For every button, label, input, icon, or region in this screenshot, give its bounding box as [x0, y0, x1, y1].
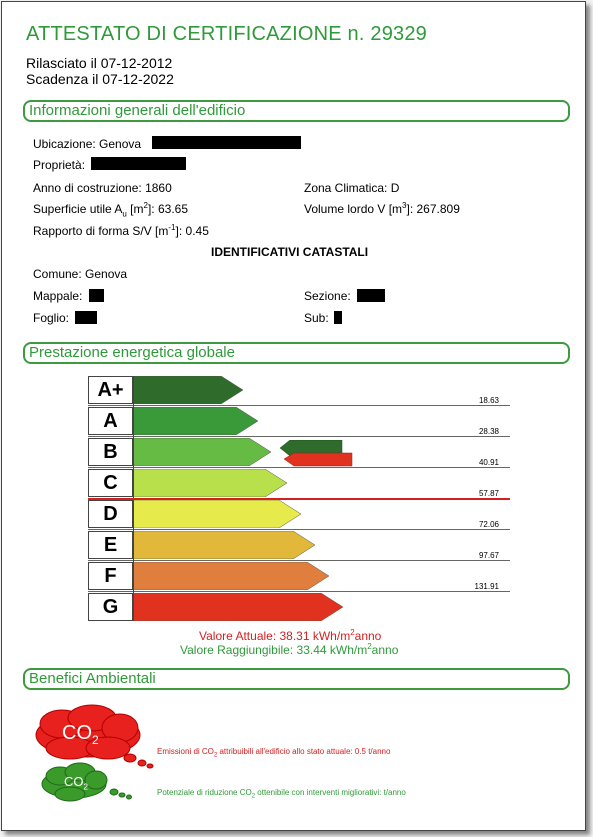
class-bar-a: [133, 407, 260, 435]
general-info-header: [23, 100, 570, 122]
class-label-e: E: [88, 531, 133, 559]
co2-clouds: [30, 702, 160, 812]
class-bar-a-plus: [133, 376, 245, 404]
certificate-title: ATTESTATO DI CERTIFICAZIONE n. 29329: [26, 23, 427, 45]
co2-large-label: $CO_2$: [62, 722, 99, 747]
class-boundary-line: [88, 560, 510, 561]
issue-date: Rilasciato il 07-12-2012: [26, 55, 173, 71]
class-threshold-value: 57.87: [478, 489, 499, 498]
redacted-owner: [91, 157, 186, 170]
class-bar-c: [133, 469, 289, 497]
class-threshold-value: 28.38: [478, 427, 499, 436]
energy-performance-header: [23, 342, 570, 364]
environment-header: [23, 668, 570, 690]
location-label: Ubicazione: Genova: [33, 137, 142, 151]
class-bar-f: [133, 562, 331, 590]
achievable-value: Valore Raggiungibile: 33.44 kWh/$m^2anno$: [180, 642, 399, 657]
class-label-a-plus: A+: [88, 376, 133, 404]
general-info-title: Informazioni generali dell'edificio: [29, 102, 246, 119]
shape-ratio: Rapporto di forma S/V $[m^{-1}]$: 0.45: [33, 223, 209, 238]
class-bar-e: [133, 531, 317, 559]
sheet-label: Foglio:: [33, 311, 70, 325]
class-label-b: B: [88, 438, 133, 466]
class-threshold-value: 131.91: [474, 582, 499, 591]
redacted-sub: [334, 311, 342, 324]
class-bar-d: [133, 500, 303, 528]
class-label-g: G: [88, 593, 133, 621]
sub-label: Sub:: [304, 311, 329, 325]
emissions-text: Emissioni di $CO_2$ attribuibili all'edificio allo stato attuale: 0.5 t/anno: [157, 747, 391, 759]
performance-markers: [280, 440, 356, 468]
section-label: Sezione:: [304, 289, 351, 303]
class-threshold-value: 72.06: [478, 520, 499, 529]
useful-area: Superficie utile $A_u$ $[m^2]$: 63.65: [33, 201, 188, 219]
class-label-a: A: [88, 407, 133, 435]
certificate-page: [1, 1, 586, 831]
redacted-section: [357, 289, 385, 302]
class-label-c: C: [88, 469, 133, 497]
class-boundary-line: [88, 529, 510, 530]
year-built: Anno di costruzione: 1860: [33, 181, 172, 195]
class-boundary-line: [88, 405, 510, 406]
ownership-label: Proprietà:: [33, 158, 86, 172]
environment-title: Benefici Ambientali: [29, 670, 156, 687]
class-label-d: D: [88, 500, 133, 528]
class-boundary-line: [88, 436, 510, 437]
redacted-parcel: [89, 289, 104, 302]
class-label-f: F: [88, 562, 133, 590]
class-threshold-value: 97.67: [478, 551, 499, 560]
reduction-text: Potenziale di riduzione $CO_2$ ottenibile con interventi migliorativi: t/anno: [157, 788, 406, 800]
class-threshold-value: 18.63: [478, 396, 499, 405]
gross-volume: Volume lordo V $[m^3]$: 267.809: [304, 201, 460, 216]
class-bar-g: [133, 593, 345, 621]
municipality: Comune: Genova: [33, 267, 128, 281]
current-value-line: [88, 498, 510, 500]
energy-performance-title: Prestazione energetica globale: [29, 344, 235, 361]
current-value: Valore Attuale: 38.31 kWh/$m^2anno$: [199, 628, 382, 643]
redacted-address: [152, 136, 301, 149]
parcel-label: Mappale:: [33, 289, 83, 303]
expiry-date: Scadenza il 07-12-2022: [26, 71, 174, 87]
co2-small-label: $CO_2$: [64, 774, 88, 792]
class-threshold-value: 40.91: [478, 458, 499, 467]
cadastral-title: IDENTIFICATIVI CATASTALI: [211, 245, 369, 259]
redacted-sheet: [75, 311, 97, 324]
class-bar-b: [133, 438, 273, 466]
class-boundary-line: [88, 591, 510, 592]
current-marker: [284, 453, 352, 466]
climate-zone: Zona Climatica: D: [304, 181, 400, 195]
